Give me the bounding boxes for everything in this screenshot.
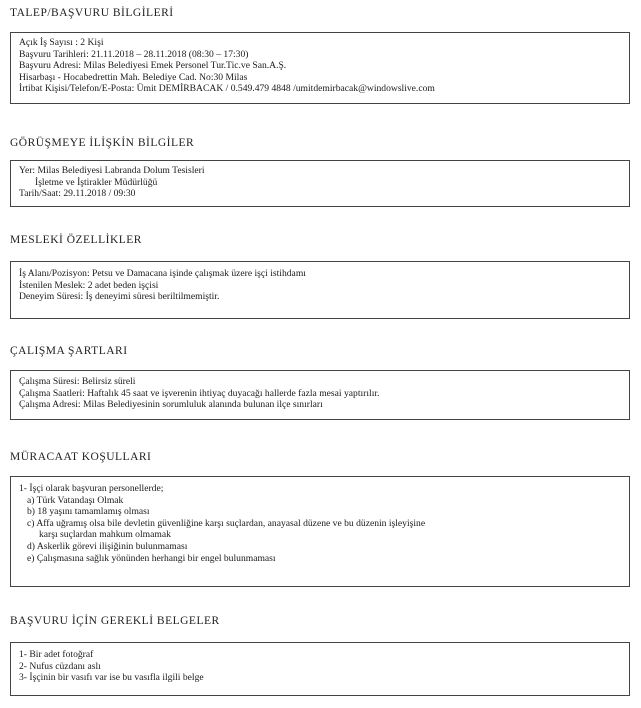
talep-line-1: Açık İş Sayısı : 2 Kişi xyxy=(19,37,104,48)
muracaat-line-b: b) 18 yaşını tamamlamış olması xyxy=(27,506,150,518)
section-muracaat xyxy=(10,450,630,587)
section-gorusme xyxy=(10,136,630,207)
section-heading-belgeler: BAŞVURU İÇİN GEREKLİ BELGELER xyxy=(10,615,220,627)
muracaat-line-1: 1- İşçi olarak başvuran personellerde; xyxy=(19,483,164,494)
box-talep xyxy=(10,32,630,104)
box-gorusme xyxy=(10,160,630,207)
muracaat-line-e: e) Çalışmasına sağlık yönünden herhangi bir engel bulunmaması xyxy=(27,552,276,564)
talep-line-5: İrtibat Kişisi/Telefon/E-Posta: Ümit DEMİRBACAK / 0.549.479 4848 /umitdemirbacak@windowslive.com xyxy=(19,83,435,95)
muracaat-line-a: a) Türk Vatandaşı Olmak xyxy=(27,494,124,506)
mesleki-line-2: İstenilen Meslek: 2 adet beden işçisi xyxy=(19,279,159,291)
box-calisma xyxy=(10,370,630,420)
belgeler-line-3: 3- İşçinin bir vasıfı var ise bu vasıfla ilgili belge xyxy=(19,672,204,684)
mesleki-line-1: İş Alanı/Pozisyon: Petsu ve Damacana işinde çalışmak üzere işçi istihdamı xyxy=(19,268,306,279)
section-heading-gorusme: GÖRÜŞMEYE İLİŞKİN BİLGİLER xyxy=(10,137,195,149)
section-talep xyxy=(10,6,630,104)
talep-line-2: Başvuru Tarihleri: 21.11.2018 – 28.11.2018 (08:30 – 17:30) xyxy=(19,48,249,60)
section-mesleki xyxy=(10,233,630,319)
calisma-line-3: Çalışma Adresi: Milas Belediyesinin sorumluluk alanında bulunan ilçe sınırları xyxy=(19,399,323,411)
muracaat-line-d: d) Askerlik görevi ilişiğinin bulunmaması xyxy=(27,540,188,552)
belgeler-line-1: 1- Bir adet fotoğraf xyxy=(19,649,94,660)
section-heading-talep: TALEP/BAŞVURU BİLGİLERİ xyxy=(10,7,174,19)
box-belgeler xyxy=(10,642,630,696)
muracaat-line-c-cont: karşı suçlardan mahkum olmamak xyxy=(39,529,171,541)
section-heading-mesleki: MESLEKİ ÖZELLİKLER xyxy=(10,234,142,246)
gorusme-line-3: Tarih/Saat: 29.11.2018 / 09:30 xyxy=(19,188,136,200)
calisma-line-1: Çalışma Süresi: Belirsiz süreli xyxy=(19,376,136,387)
calisma-line-2: Çalışma Saatleri: Haftalık 45 saat ve işverenin ihtiyaç duyacağı hallerde fazla mesai yaptırılır. xyxy=(19,387,380,399)
talep-line-3: Başvuru Adresi: Milas Belediyesi Emek Personel Tur.Tic.ve San.A.Ş. xyxy=(19,60,287,72)
muracaat-line-c: c) Affa uğramış olsa bile devletin güvenliğine karşı suçlardan, anayasal düzene ve bu düzenin işleyişine xyxy=(27,517,426,529)
box-mesleki xyxy=(10,261,630,319)
gorusme-line-1: Yer: Milas Belediyesi Labranda Dolum Tesisleri xyxy=(19,165,205,176)
section-belgeler xyxy=(10,614,630,696)
belgeler-line-2: 2- Nufus cüzdanı aslı xyxy=(19,660,101,672)
mesleki-line-3: Deneyim Süresi: İş deneyimi süresi beriltilmemiştir. xyxy=(19,291,220,303)
section-calisma xyxy=(10,344,630,420)
section-heading-calisma: ÇALIŞMA ŞARTLARI xyxy=(10,345,128,357)
box-muracaat xyxy=(10,476,630,587)
talep-line-4: Hisarbaşı - Hocabedrettin Mah. Belediye Cad. No:30 Milas xyxy=(19,71,248,83)
section-heading-muracaat: MÜRACAAT KOŞULLARI xyxy=(10,451,152,463)
gorusme-line-2: İşletme ve İştirakler Müdürlüğü xyxy=(35,176,158,188)
